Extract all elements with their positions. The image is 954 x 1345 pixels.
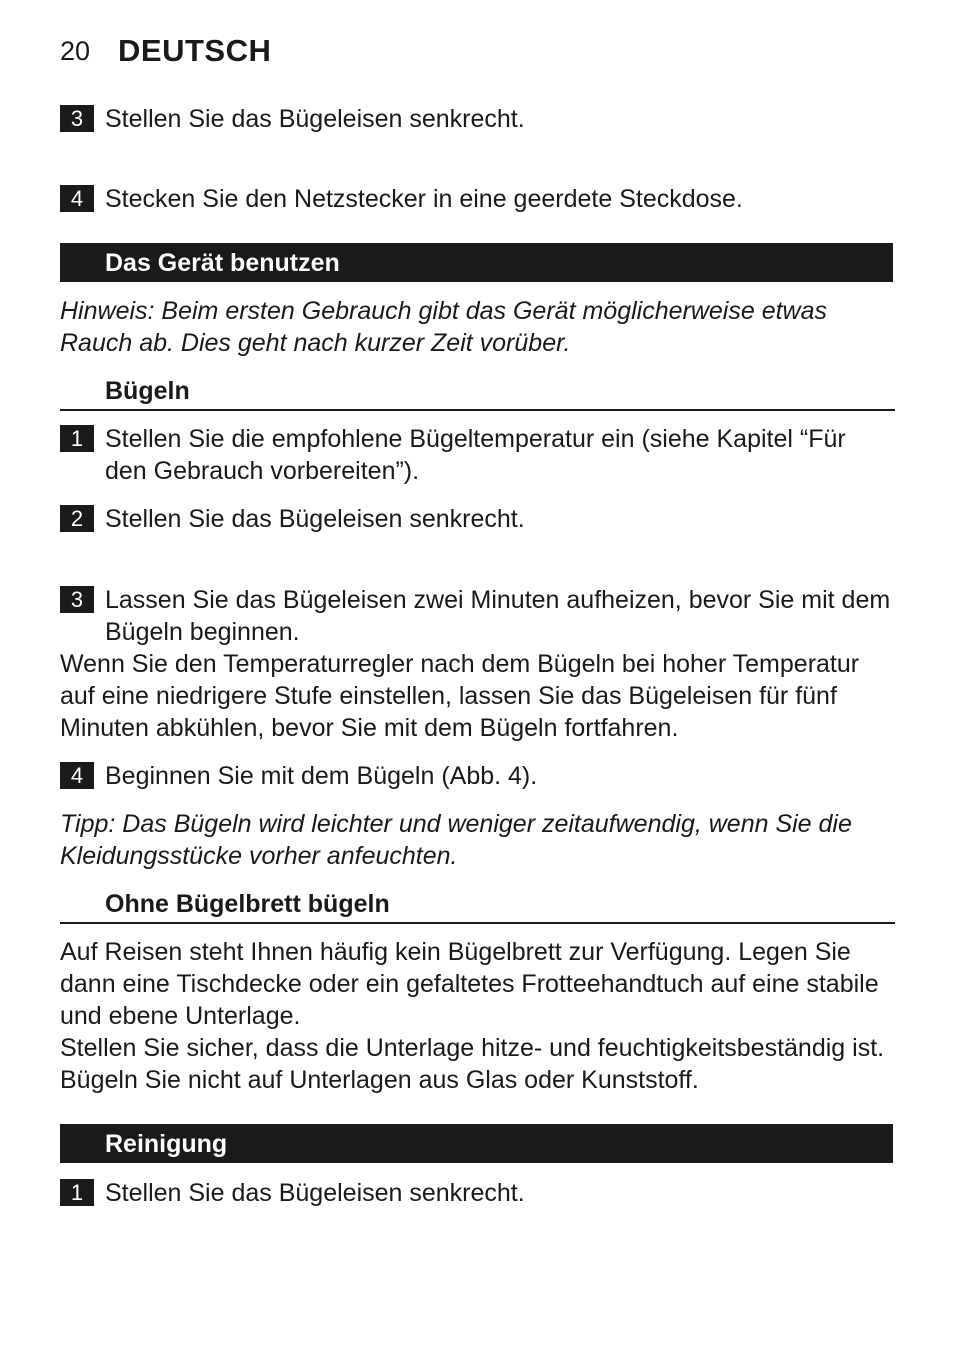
step-item xyxy=(60,584,894,648)
step-number-badge: 3 xyxy=(60,105,94,132)
step-number-badge: 3 xyxy=(60,586,94,613)
step-item xyxy=(60,760,894,792)
step-item xyxy=(60,103,894,135)
step-number-badge: 1 xyxy=(60,1179,94,1206)
step-text: Beginnen Sie mit dem Bügeln (Abb. 4). xyxy=(105,762,538,790)
step-item xyxy=(60,423,894,487)
step-text: Stecken Sie den Netzstecker in eine geerdete Steckdose. xyxy=(105,185,743,213)
step-item xyxy=(60,1177,894,1209)
usage-note: Hinweis: Beim ersten Gebrauch gibt das Gerät möglicherweise etwas Rauch ab. Dies geht nach kurzer Zeit vorüber. xyxy=(60,297,828,357)
step-number-badge: 2 xyxy=(60,505,94,532)
section-heading-usage: Das Gerät benutzen xyxy=(60,243,893,282)
step-item xyxy=(60,503,894,535)
step-item xyxy=(60,183,894,215)
subsection-heading-no-board: Ohne Bügelbrett bügeln xyxy=(60,886,895,924)
ironing-tip: Tipp: Das Bügeln wird leichter und weniger zeitaufwendig, wenn Sie die Kleidungsstücke vorher anfeuchten. xyxy=(60,810,852,870)
no-board-paragraph: Auf Reisen steht Ihnen häufig kein Bügelbrett zur Verfügung. Legen Sie dann eine Tischdecke oder ein gefaltetes Frotteehandtuch auf eine stabile und ebene Unterlage. xyxy=(60,938,879,1030)
section-heading-cleaning: Reinigung xyxy=(60,1124,893,1163)
step-explanation: Wenn Sie den Temperaturregler nach dem Bügeln bei hoher Temperatur auf eine niedrigere Stufe einstellen, lassen Sie das Bügeleisen für fünf Minuten abkühlen, bevor Sie mit dem Bügeln fortfahren. xyxy=(60,650,860,742)
subsection-heading-ironing: Bügeln xyxy=(60,373,895,411)
step-text: Stellen Sie das Bügeleisen senkrecht. xyxy=(105,505,525,533)
step-text: Stellen Sie die empfohlene Bügeltemperatur ein (siehe Kapitel “Für den Gebrauch vorbereiten”). xyxy=(105,425,846,485)
step-text: Stellen Sie das Bügeleisen senkrecht. xyxy=(105,1179,525,1207)
page-title: DEUTSCH xyxy=(118,33,272,68)
step-number-badge: 4 xyxy=(60,185,94,212)
no-board-paragraph: Stellen Sie sicher, dass die Unterlage hitze- und feuchtigkeitsbeständig ist. Bügeln Sie nicht auf Unterlagen aus Glas oder Kunststoff. xyxy=(60,1034,885,1094)
page-number: 20 xyxy=(60,36,91,66)
step-text: Stellen Sie das Bügeleisen senkrecht. xyxy=(105,105,525,133)
step-number-badge: 4 xyxy=(60,762,94,789)
step-number-badge: 1 xyxy=(60,425,94,452)
step-text: Lassen Sie das Bügeleisen zwei Minuten aufheizen, bevor Sie mit dem Bügeln beginnen. xyxy=(105,586,891,646)
